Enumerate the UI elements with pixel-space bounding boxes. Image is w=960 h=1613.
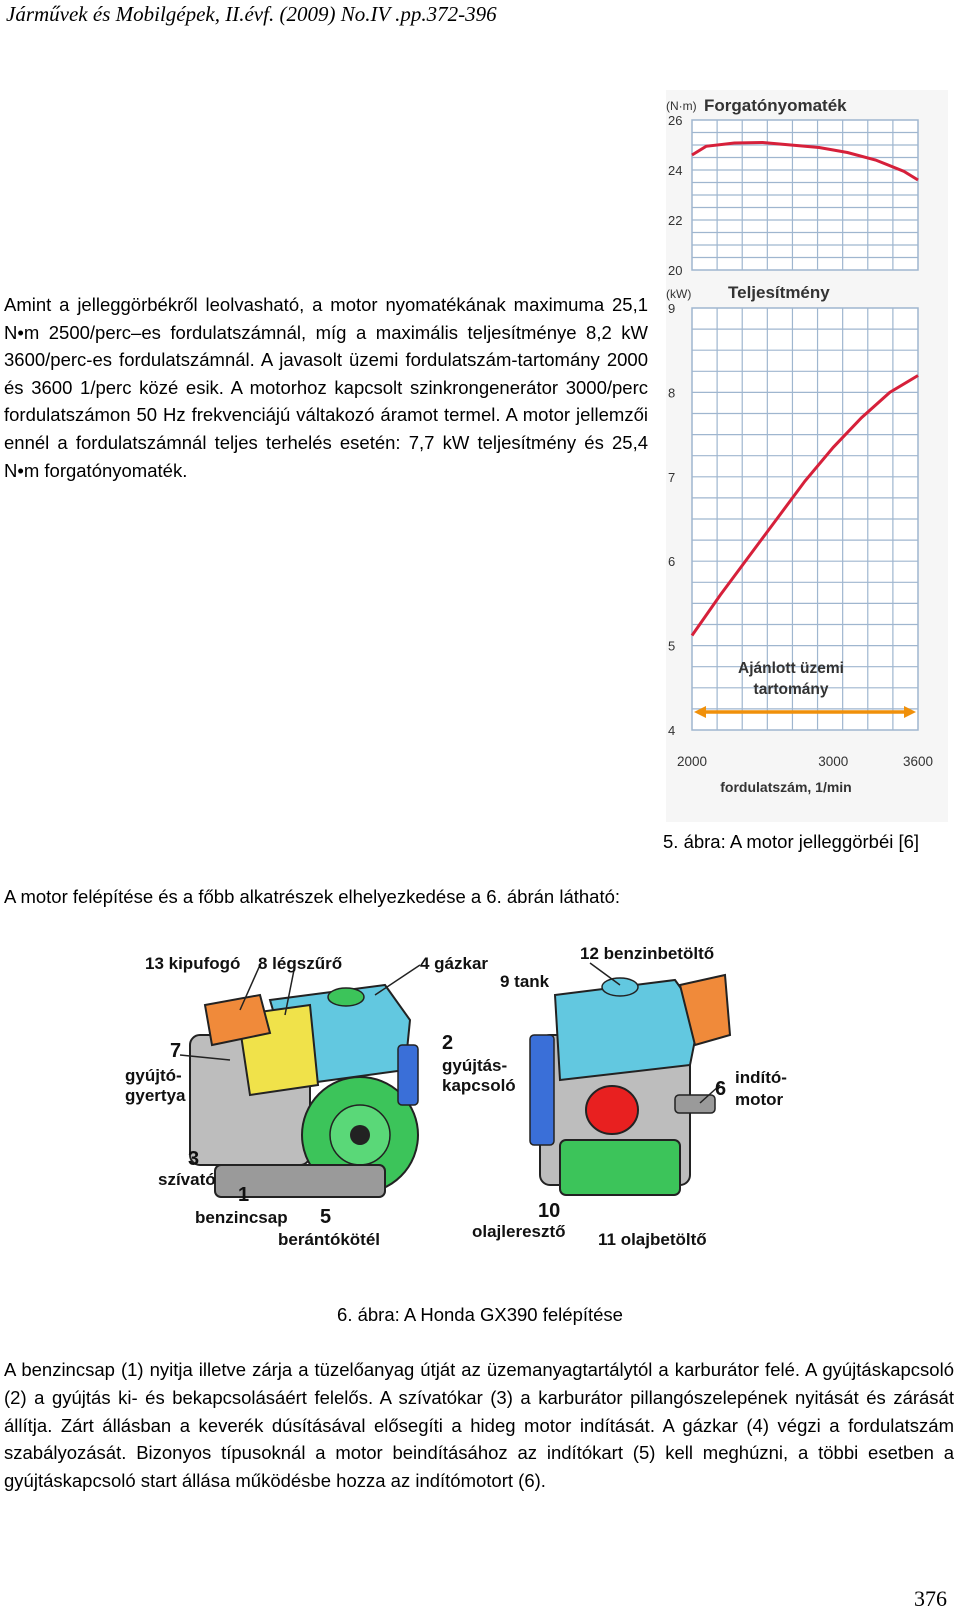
label-oil-drain-num: 10 [538, 1200, 561, 1222]
power-y-tick: 6 [668, 554, 676, 570]
ignition-switch-left [398, 1045, 418, 1105]
label-ignition-1: gyújtás- [442, 1056, 508, 1075]
engine-left-view [180, 965, 420, 1197]
starter-motor [586, 1086, 638, 1134]
torque-title: Forgatónyomaték [704, 96, 847, 115]
fuel-cap-right [602, 978, 638, 996]
recommended-range-label-2: tartomány [753, 681, 829, 698]
paragraph-structure-intro: A motor felépítése és a főbb alkatrészek elhelyezkedése a 6. ábrán látható: [4, 886, 621, 907]
label-recoil-num: 5 [320, 1206, 332, 1228]
label-starter-1: indító- [735, 1068, 787, 1087]
label-choke: szívató [158, 1170, 216, 1189]
page-number: 376 [914, 1586, 947, 1611]
figure5-caption: 5. ábra: A motor jelleggörbéi [6] [663, 831, 920, 852]
torque-y-tick: 24 [668, 163, 683, 178]
x-axis-label: fordulatszám, 1/min [720, 779, 852, 795]
journal-header: Járművek és Mobilgépek, II.évf. (2009) No.IV .pp.372-396 [6, 2, 497, 26]
characteristic-curves-chart [666, 90, 948, 822]
paragraph-components: A benzincsap (1) nyitja illetve zárja a tüzelőanyag útját az üzemanyagtartálytól a karburátor felé. A gyújtáskapcsoló (2) a gyújtás ki- és bekapcsolásáért felelős. A szívatókar (3) a karburátor pillangószelepének nyitását és zárását állítja. Zárt állásban a keverék dúsításával elősegíti a hideg motor indítását. A gázkar (4) végzi a fordulatszám szabályozását. Bizonyos típusoknál a motor beindításához az indítókart (5) kell meghúzni, a többi esetben a gyújtáskapcsoló start állása működésbe hozza az indítómotort (6). [4, 1359, 954, 1492]
label-tank: 9 tank [500, 972, 550, 991]
fuel-cap-left [328, 988, 364, 1006]
power-y-tick: 9 [668, 301, 676, 316]
label-starter-num: 6 [715, 1078, 727, 1100]
power-y-tick: 7 [668, 469, 676, 485]
honda-gx390-engine-illustration [120, 944, 787, 1265]
power-y-tick: 5 [668, 638, 676, 654]
label-spark-plug-1: gyújtó- [125, 1066, 182, 1085]
label-fuel-valve: benzincsap [195, 1208, 288, 1227]
label-oil-filler: 11 olajbetöltő [598, 1230, 707, 1249]
label-ignition-2: kapcsoló [442, 1076, 516, 1095]
power-unit: (kW) [666, 287, 692, 301]
label-exhaust: 13 kipufogó [145, 954, 241, 973]
label-spark-plug-2: gyertya [125, 1086, 186, 1105]
recommended-range-label-1: Ajánlott üzemi [738, 660, 844, 677]
power-y-tick: 8 [668, 385, 676, 401]
label-ignition-num: 2 [442, 1032, 454, 1054]
torque-y-tick: 26 [668, 113, 683, 128]
crankcase-cover [560, 1140, 680, 1195]
engine-right-view [530, 963, 730, 1195]
x-tick: 2000 [676, 754, 708, 769]
label-choke-num: 3 [188, 1148, 200, 1170]
power-title: Teljesítmény [728, 283, 830, 302]
torque-unit: (N·m) [666, 99, 697, 113]
label-oil-drain: olajleresztő [472, 1222, 566, 1241]
label-throttle: 4 gázkar [420, 954, 489, 973]
label-recoil: berántókötél [278, 1230, 381, 1249]
figure6-caption: 6. ábra: A Honda GX390 felépítése [337, 1304, 623, 1325]
x-tick: 3600 [902, 754, 934, 769]
paragraph-characteristics: Amint a jelleggörbékről leolvasható, a motor nyomatékának maximuma 25,1 N•m 2500/perc–es fordulatszámnál, míg a maximális teljesítménye 8,2 kW 3600/perc-es fordulatszámnál. A javasolt üzemi fordulatszám-tartomány 2000 és 3600 1/perc közé esik. A motorhoz kapcsolt szinkrongenerátor 3000/perc fordulatszámon 50 Hz frekvenciájú váltakozó áramot termel. A motor jellemzői ennél a fordulatszámnál teljes terhelés esetén: 7,7 kW teljesítmény és 25,4 N•m forgatónyomaték. [4, 294, 648, 481]
torque-y-tick: 22 [668, 213, 683, 228]
label-fuel-filler: 12 benzinbetöltő [580, 944, 715, 963]
label-air-filter: 8 légszűrő [258, 954, 343, 973]
ignition-switch-right [530, 1035, 554, 1145]
x-tick: 3000 [818, 754, 849, 769]
torque-y-tick: 20 [668, 263, 683, 278]
label-fuel-valve-num: 1 [238, 1184, 250, 1206]
power-y-tick: 4 [668, 723, 676, 738]
label-starter-2: motor [735, 1090, 784, 1109]
label-spark-plug-num: 7 [170, 1040, 182, 1062]
